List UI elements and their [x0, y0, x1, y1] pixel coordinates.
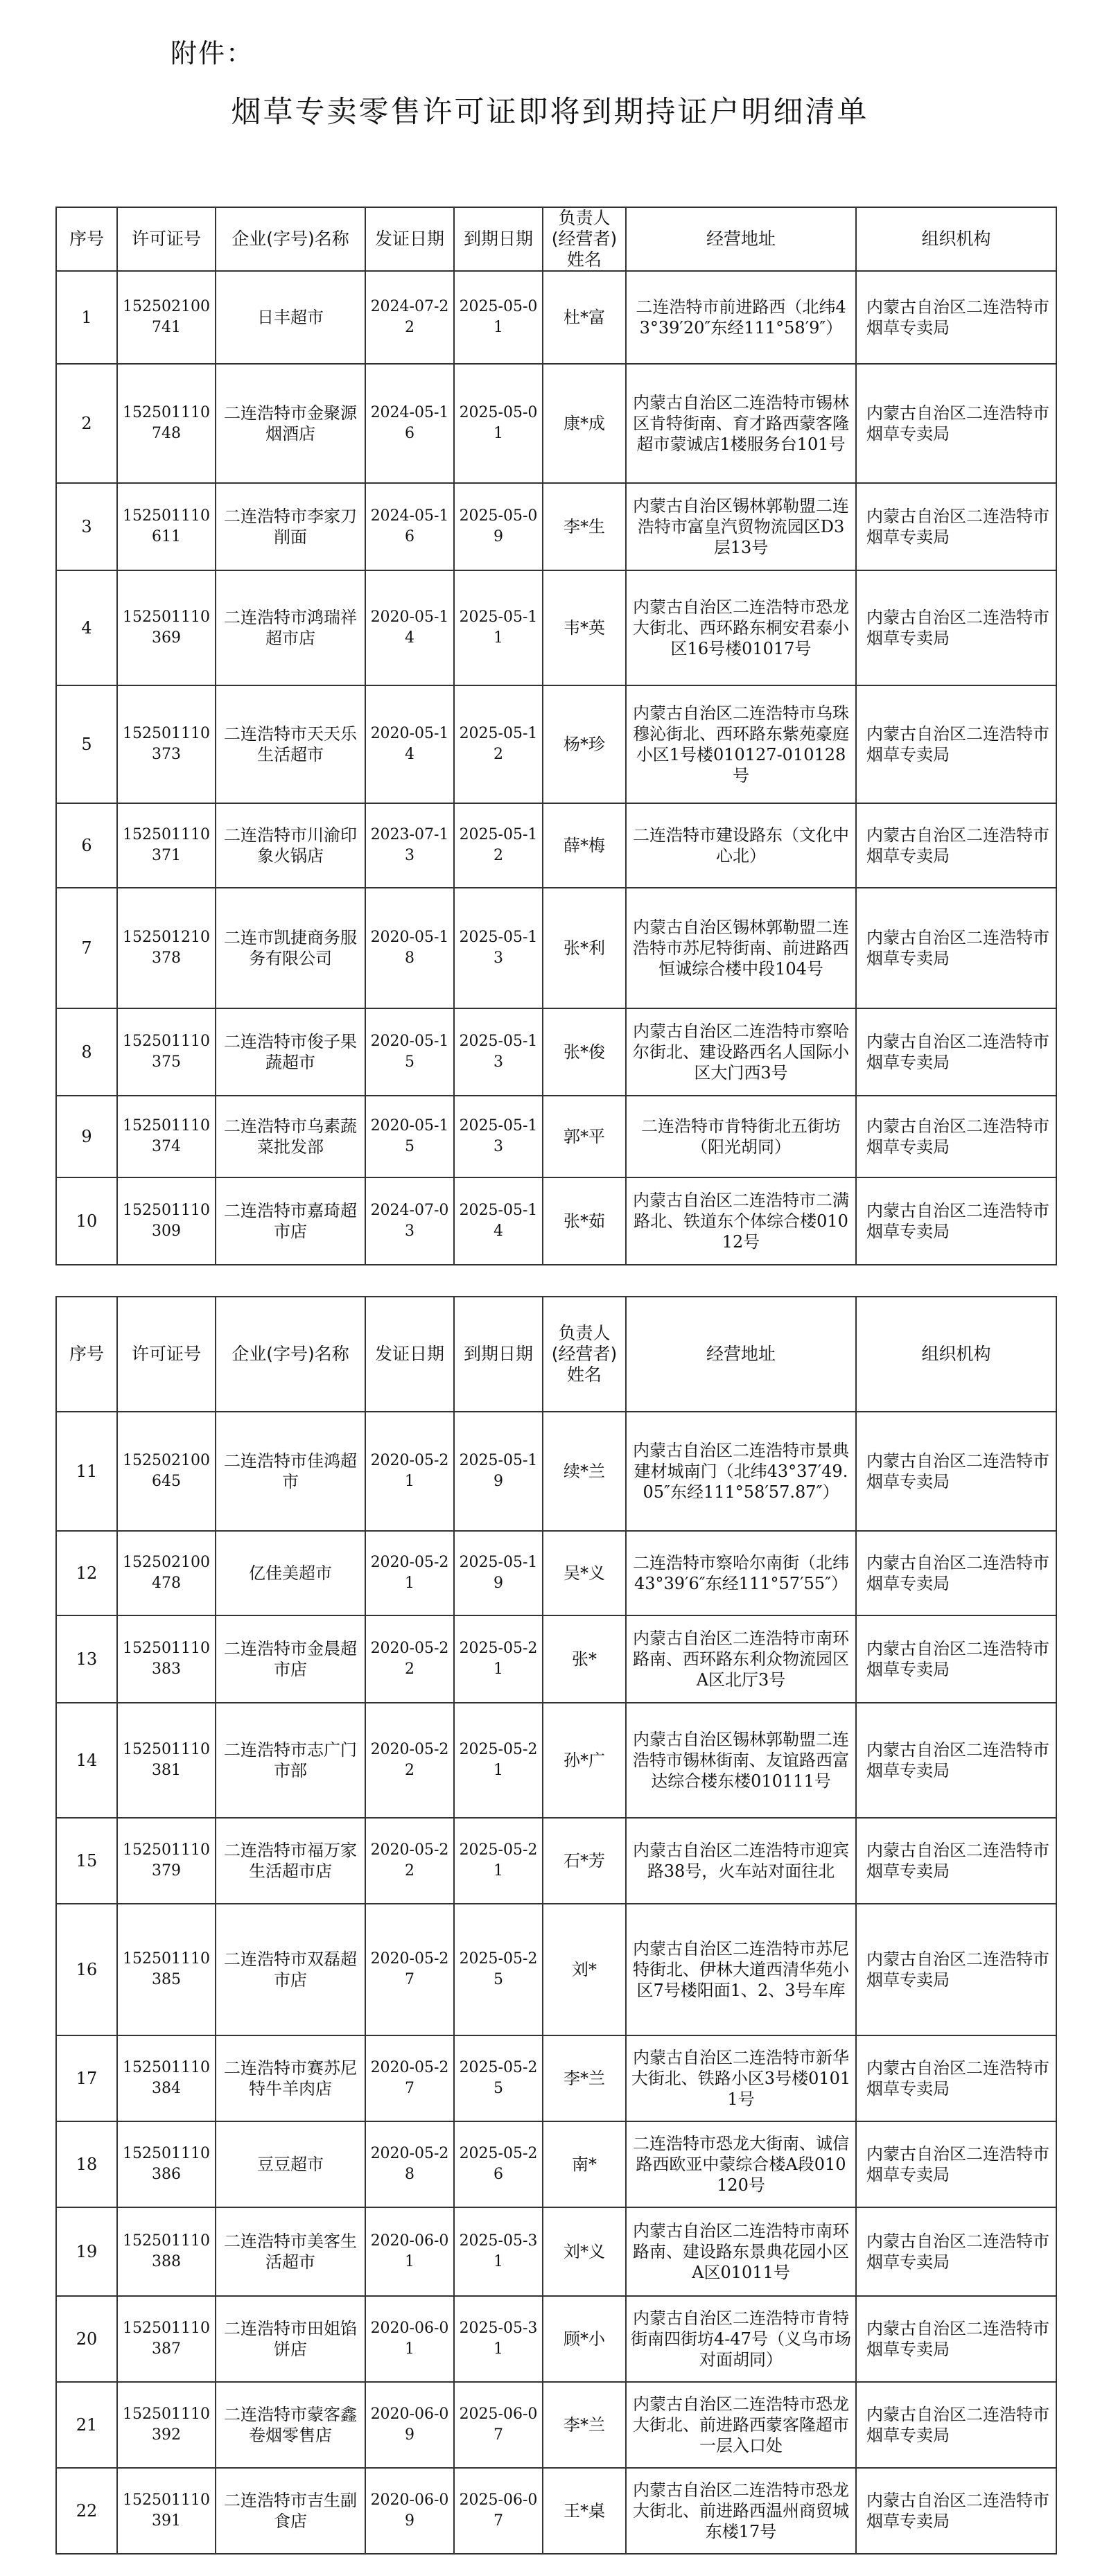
- attachment-label: 附件：: [171, 38, 254, 69]
- issue-date-cell: 2020-05-18: [365, 888, 454, 1008]
- expire-date-cell: 2025-05-12: [454, 685, 543, 803]
- name-cell: 日丰超市: [216, 271, 365, 364]
- license-cell: 152501110391: [117, 2468, 216, 2554]
- expire-date-cell: 2025-05-25: [454, 1904, 543, 2035]
- issue-date-cell: 2024-07-03: [365, 1177, 454, 1265]
- name-cell: 二连浩特市志广门市部: [216, 1703, 365, 1818]
- license-cell: 152501110392: [117, 2382, 216, 2468]
- address-cell: 二连浩特市前进路西（北纬43°39′20″东经111°58′9″）: [626, 271, 856, 364]
- org-cell: 内蒙古自治区二连浩特市烟草专卖局: [856, 685, 1056, 803]
- issue-date-cell: 2020-05-22: [365, 1703, 454, 1818]
- column-header: 负责人(经营者)姓名: [543, 207, 626, 271]
- address-cell: 内蒙古自治区二连浩特市锡林区肯特街南、育才路西蒙客隆超市蒙诚店1楼服务台101号: [626, 364, 856, 483]
- expire-date-cell: 2025-05-01: [454, 364, 543, 483]
- license-cell: 152501110611: [117, 483, 216, 570]
- column-header: 到期日期: [454, 207, 543, 271]
- person-cell: 孙*广: [543, 1703, 626, 1818]
- seq-cell: 19: [56, 2207, 117, 2296]
- column-header: 企业(字号)名称: [216, 1297, 365, 1412]
- seq-cell: 18: [56, 2121, 117, 2207]
- address-cell: 二连浩特市察哈尔南街（北纬43°39′6″东经111°57′55″）: [626, 1531, 856, 1615]
- name-cell: 二连浩特市李家刀削面: [216, 483, 365, 570]
- seq-cell: 21: [56, 2382, 117, 2468]
- org-cell: 内蒙古自治区二连浩特市烟草专卖局: [856, 1818, 1056, 1904]
- column-header: 组织机构: [856, 1297, 1056, 1412]
- table-row: [56, 1703, 1056, 1818]
- org-cell: 内蒙古自治区二连浩特市烟草专卖局: [856, 1531, 1056, 1615]
- issue-date-cell: 2020-05-27: [365, 1904, 454, 2035]
- table-row: [56, 803, 1056, 888]
- expire-date-cell: 2025-05-21: [454, 1703, 543, 1818]
- name-cell: 二连浩特市川渝印象火锅店: [216, 803, 365, 888]
- address-cell: 内蒙古自治区锡林郭勒盟二连浩特市锡林街南、友谊路西富达综合楼东楼010111号: [626, 1703, 856, 1818]
- seq-cell: 4: [56, 570, 117, 685]
- license-cell: 152501110369: [117, 570, 216, 685]
- org-cell: 内蒙古自治区二连浩特市烟草专卖局: [856, 364, 1056, 483]
- person-cell: 杨*珍: [543, 685, 626, 803]
- person-cell: 李*生: [543, 483, 626, 570]
- expire-date-cell: 2025-05-13: [454, 1096, 543, 1177]
- address-cell: 内蒙古自治区二连浩特市恐龙大街北、西环路东桐安君泰小区16号楼01017号: [626, 570, 856, 685]
- org-cell: 内蒙古自治区二连浩特市烟草专卖局: [856, 2296, 1056, 2382]
- person-cell: 张*利: [543, 888, 626, 1008]
- name-cell: 亿佳美超市: [216, 1531, 365, 1615]
- column-header: 企业(字号)名称: [216, 207, 365, 271]
- person-cell: 张*茹: [543, 1177, 626, 1265]
- table-row: [56, 2296, 1056, 2382]
- expire-date-cell: 2025-05-19: [454, 1531, 543, 1615]
- seq-cell: 20: [56, 2296, 117, 2382]
- person-cell: 薛*梅: [543, 803, 626, 888]
- header-row: [56, 207, 1056, 271]
- issue-date-cell: 2020-05-22: [365, 1818, 454, 1904]
- issue-date-cell: 2020-06-01: [365, 2207, 454, 2296]
- expire-date-cell: 2025-05-13: [454, 1008, 543, 1096]
- seq-cell: 1: [56, 271, 117, 364]
- expire-date-cell: 2025-05-26: [454, 2121, 543, 2207]
- license-table-page-2: [55, 1296, 1057, 2555]
- address-cell: 二连浩特市肯特街北五街坊（阳光胡同）: [626, 1096, 856, 1177]
- table-row: [56, 1615, 1056, 1703]
- license-cell: 152501110748: [117, 364, 216, 483]
- expire-date-cell: 2025-05-31: [454, 2296, 543, 2382]
- seq-cell: 15: [56, 1818, 117, 1904]
- issue-date-cell: 2020-05-21: [365, 1531, 454, 1615]
- seq-cell: 5: [56, 685, 117, 803]
- table-row: [56, 2207, 1056, 2296]
- address-cell: 内蒙古自治区二连浩特市二满路北、铁道东个体综合楼01012号: [626, 1177, 856, 1265]
- org-cell: 内蒙古自治区二连浩特市烟草专卖局: [856, 1008, 1056, 1096]
- org-cell: 内蒙古自治区二连浩特市烟草专卖局: [856, 483, 1056, 570]
- column-header: 许可证号: [117, 207, 216, 271]
- org-cell: 内蒙古自治区二连浩特市烟草专卖局: [856, 2468, 1056, 2554]
- table-row: [56, 888, 1056, 1008]
- name-cell: 二连浩特市金聚源烟酒店: [216, 364, 365, 483]
- expire-date-cell: 2025-05-21: [454, 1615, 543, 1703]
- address-cell: 内蒙古自治区二连浩特市恐龙大街北、前进路西蒙客隆超市一层入口处: [626, 2382, 856, 2468]
- seq-cell: 9: [56, 1096, 117, 1177]
- org-cell: 内蒙古自治区二连浩特市烟草专卖局: [856, 2382, 1056, 2468]
- license-cell: 152501110371: [117, 803, 216, 888]
- license-cell: 152501110379: [117, 1818, 216, 1904]
- org-cell: 内蒙古自治区二连浩特市烟草专卖局: [856, 2035, 1056, 2121]
- org-cell: 内蒙古自治区二连浩特市烟草专卖局: [856, 1412, 1056, 1531]
- person-cell: 王*桌: [543, 2468, 626, 2554]
- seq-cell: 13: [56, 1615, 117, 1703]
- seq-cell: 7: [56, 888, 117, 1008]
- person-cell: 杜*富: [543, 271, 626, 364]
- seq-cell: 8: [56, 1008, 117, 1096]
- expire-date-cell: 2025-05-09: [454, 483, 543, 570]
- org-cell: 内蒙古自治区二连浩特市烟草专卖局: [856, 1177, 1056, 1265]
- license-cell: 152501110373: [117, 685, 216, 803]
- name-cell: 二连市凯捷商务服务有限公司: [216, 888, 365, 1008]
- license-cell: 152502100741: [117, 271, 216, 364]
- seq-cell: 14: [56, 1703, 117, 1818]
- expire-date-cell: 2025-06-07: [454, 2382, 543, 2468]
- column-header: 到期日期: [454, 1297, 543, 1412]
- name-cell: 二连浩特市鸿瑞祥超市店: [216, 570, 365, 685]
- issue-date-cell: 2023-07-13: [365, 803, 454, 888]
- license-cell: 152501110386: [117, 2121, 216, 2207]
- person-cell: 续*兰: [543, 1412, 626, 1531]
- issue-date-cell: 2020-05-22: [365, 1615, 454, 1703]
- license-cell: 152501110309: [117, 1177, 216, 1265]
- license-cell: 152501110385: [117, 1904, 216, 2035]
- table-row: [56, 2468, 1056, 2554]
- person-cell: 郭*平: [543, 1096, 626, 1177]
- issue-date-cell: 2020-06-01: [365, 2296, 454, 2382]
- issue-date-cell: 2024-05-16: [365, 364, 454, 483]
- column-header: 组织机构: [856, 207, 1056, 271]
- name-cell: 二连浩特市天天乐生活超市: [216, 685, 365, 803]
- document-title: 烟草专卖零售许可证即将到期持证户明细清单: [231, 95, 869, 130]
- license-cell: 152502100645: [117, 1412, 216, 1531]
- table-row: [56, 2121, 1056, 2207]
- license-table-page-1: [55, 207, 1057, 1265]
- person-cell: 吴*义: [543, 1531, 626, 1615]
- license-cell: 152501110374: [117, 1096, 216, 1177]
- license-cell: 152501110375: [117, 1008, 216, 1096]
- table-row: [56, 1904, 1056, 2035]
- person-cell: 刘*义: [543, 2207, 626, 2296]
- column-header: 序号: [56, 1297, 117, 1412]
- address-cell: 内蒙古自治区二连浩特市察哈尔街北、建设路西名人国际小区大门西3号: [626, 1008, 856, 1096]
- column-header: 发证日期: [365, 207, 454, 271]
- person-cell: 康*成: [543, 364, 626, 483]
- issue-date-cell: 2020-06-09: [365, 2468, 454, 2554]
- issue-date-cell: 2024-05-16: [365, 483, 454, 570]
- address-cell: 内蒙古自治区二连浩特市乌珠穆沁街北、西环路东紫苑豪庭小区1号楼010127-010128号: [626, 685, 856, 803]
- column-header: 经营地址: [626, 207, 856, 271]
- org-cell: 内蒙古自治区二连浩特市烟草专卖局: [856, 888, 1056, 1008]
- name-cell: 二连浩特市田姐馅饼店: [216, 2296, 365, 2382]
- table-row: [56, 2035, 1056, 2121]
- address-cell: 内蒙古自治区二连浩特市恐龙大街北、前进路西温州商贸城东楼17号: [626, 2468, 856, 2554]
- address-cell: 内蒙古自治区二连浩特市新华大街北、铁路小区3号楼01011号: [626, 2035, 856, 2121]
- expire-date-cell: 2025-05-25: [454, 2035, 543, 2121]
- name-cell: 二连浩特市福万家生活超市店: [216, 1818, 365, 1904]
- issue-date-cell: 2020-05-21: [365, 1412, 454, 1531]
- column-header: 序号: [56, 207, 117, 271]
- org-cell: 内蒙古自治区二连浩特市烟草专卖局: [856, 570, 1056, 685]
- seq-cell: 17: [56, 2035, 117, 2121]
- license-cell: 152501110384: [117, 2035, 216, 2121]
- seq-cell: 12: [56, 1531, 117, 1615]
- org-cell: 内蒙古自治区二连浩特市烟草专卖局: [856, 1703, 1056, 1818]
- license-cell: 152501110388: [117, 2207, 216, 2296]
- person-cell: 张*俊: [543, 1008, 626, 1096]
- name-cell: 二连浩特市赛苏尼特牛羊肉店: [216, 2035, 365, 2121]
- expire-date-cell: 2025-05-01: [454, 271, 543, 364]
- table-row: [56, 2382, 1056, 2468]
- seq-cell: 10: [56, 1177, 117, 1265]
- expire-date-cell: 2025-05-14: [454, 1177, 543, 1265]
- seq-cell: 11: [56, 1412, 117, 1531]
- seq-cell: 6: [56, 803, 117, 888]
- table-row: [56, 483, 1056, 570]
- name-cell: 二连浩特市双磊超市店: [216, 1904, 365, 2035]
- address-cell: 二连浩特市恐龙大街南、诚信路西欧亚中蒙综合楼A段010120号: [626, 2121, 856, 2207]
- header-row: [56, 1297, 1056, 1412]
- org-cell: 内蒙古自治区二连浩特市烟草专卖局: [856, 271, 1056, 364]
- name-cell: 二连浩特市蒙客鑫卷烟零售店: [216, 2382, 365, 2468]
- person-cell: 南*: [543, 2121, 626, 2207]
- name-cell: 二连浩特市美客生活超市: [216, 2207, 365, 2296]
- person-cell: 李*兰: [543, 2035, 626, 2121]
- name-cell: 二连浩特市佳鸿超市: [216, 1412, 365, 1531]
- column-header: 负责人(经营者)姓名: [543, 1297, 626, 1412]
- issue-date-cell: 2020-05-14: [365, 570, 454, 685]
- expire-date-cell: 2025-05-31: [454, 2207, 543, 2296]
- table-row: [56, 570, 1056, 685]
- table-row: [56, 364, 1056, 483]
- person-cell: 张*: [543, 1615, 626, 1703]
- address-cell: 内蒙古自治区二连浩特市苏尼特街北、伊林大道西清华苑小区7号楼阳面1、2、3号车库: [626, 1904, 856, 2035]
- issue-date-cell: 2020-05-27: [365, 2035, 454, 2121]
- name-cell: 豆豆超市: [216, 2121, 365, 2207]
- org-cell: 内蒙古自治区二连浩特市烟草专卖局: [856, 1904, 1056, 2035]
- org-cell: 内蒙古自治区二连浩特市烟草专卖局: [856, 1615, 1056, 1703]
- person-cell: 韦*英: [543, 570, 626, 685]
- address-cell: 内蒙古自治区二连浩特市迎宾路38号，火车站对面往北: [626, 1818, 856, 1904]
- issue-date-cell: 2020-05-14: [365, 685, 454, 803]
- address-cell: 内蒙古自治区二连浩特市南环路南、西环路东利众物流园区A区北厅3号: [626, 1615, 856, 1703]
- table-row: [56, 1096, 1056, 1177]
- issue-date-cell: 2020-05-28: [365, 2121, 454, 2207]
- license-cell: 152501110383: [117, 1615, 216, 1703]
- org-cell: 内蒙古自治区二连浩特市烟草专卖局: [856, 1096, 1056, 1177]
- address-cell: 内蒙古自治区二连浩特市景典建材城南门（北纬43°37′49.05″东经111°58′57.87″）: [626, 1412, 856, 1531]
- expire-date-cell: 2025-05-12: [454, 803, 543, 888]
- seq-cell: 16: [56, 1904, 117, 2035]
- person-cell: 刘*: [543, 1904, 626, 2035]
- name-cell: 二连浩特市俊子果蔬超市: [216, 1008, 365, 1096]
- expire-date-cell: 2025-05-11: [454, 570, 543, 685]
- seq-cell: 3: [56, 483, 117, 570]
- person-cell: 李*兰: [543, 2382, 626, 2468]
- person-cell: 石*芳: [543, 1818, 626, 1904]
- license-cell: 152501110387: [117, 2296, 216, 2382]
- table-row: [56, 685, 1056, 803]
- column-header: 经营地址: [626, 1297, 856, 1412]
- issue-date-cell: 2020-05-15: [365, 1008, 454, 1096]
- license-cell: 152501210378: [117, 888, 216, 1008]
- address-cell: 内蒙古自治区二连浩特市肯特街南四街坊4-47号（义乌市场对面胡同）: [626, 2296, 856, 2382]
- license-cell: 152501110381: [117, 1703, 216, 1818]
- column-header: 发证日期: [365, 1297, 454, 1412]
- issue-date-cell: 2020-06-09: [365, 2382, 454, 2468]
- table-row: [56, 1818, 1056, 1904]
- address-cell: 二连浩特市建设路东（文化中心北）: [626, 803, 856, 888]
- expire-date-cell: 2025-06-07: [454, 2468, 543, 2554]
- org-cell: 内蒙古自治区二连浩特市烟草专卖局: [856, 2207, 1056, 2296]
- expire-date-cell: 2025-05-13: [454, 888, 543, 1008]
- address-cell: 内蒙古自治区二连浩特市南环路南、建设路东景典花园小区A区01011号: [626, 2207, 856, 2296]
- address-cell: 内蒙古自治区锡林郭勒盟二连浩特市富皇汽贸物流园区D3层13号: [626, 483, 856, 570]
- issue-date-cell: 2020-05-15: [365, 1096, 454, 1177]
- table-row: [56, 1177, 1056, 1265]
- column-header: 许可证号: [117, 1297, 216, 1412]
- table-row: [56, 1008, 1056, 1096]
- expire-date-cell: 2025-05-19: [454, 1412, 543, 1531]
- org-cell: 内蒙古自治区二连浩特市烟草专卖局: [856, 2121, 1056, 2207]
- address-cell: 内蒙古自治区锡林郭勒盟二连浩特市苏尼特街南、前进路西恒诚综合楼中段104号: [626, 888, 856, 1008]
- name-cell: 二连浩特市乌素蔬菜批发部: [216, 1096, 365, 1177]
- seq-cell: 22: [56, 2468, 117, 2554]
- table-row: [56, 1412, 1056, 1531]
- name-cell: 二连浩特市嘉琦超市店: [216, 1177, 365, 1265]
- seq-cell: 2: [56, 364, 117, 483]
- table-row: [56, 271, 1056, 364]
- table-row: [56, 1531, 1056, 1615]
- issue-date-cell: 2024-07-22: [365, 271, 454, 364]
- expire-date-cell: 2025-05-21: [454, 1818, 543, 1904]
- name-cell: 二连浩特市金晨超市店: [216, 1615, 365, 1703]
- person-cell: 顾*小: [543, 2296, 626, 2382]
- license-cell: 152502100478: [117, 1531, 216, 1615]
- name-cell: 二连浩特市吉生副食店: [216, 2468, 365, 2554]
- org-cell: 内蒙古自治区二连浩特市烟草专卖局: [856, 803, 1056, 888]
